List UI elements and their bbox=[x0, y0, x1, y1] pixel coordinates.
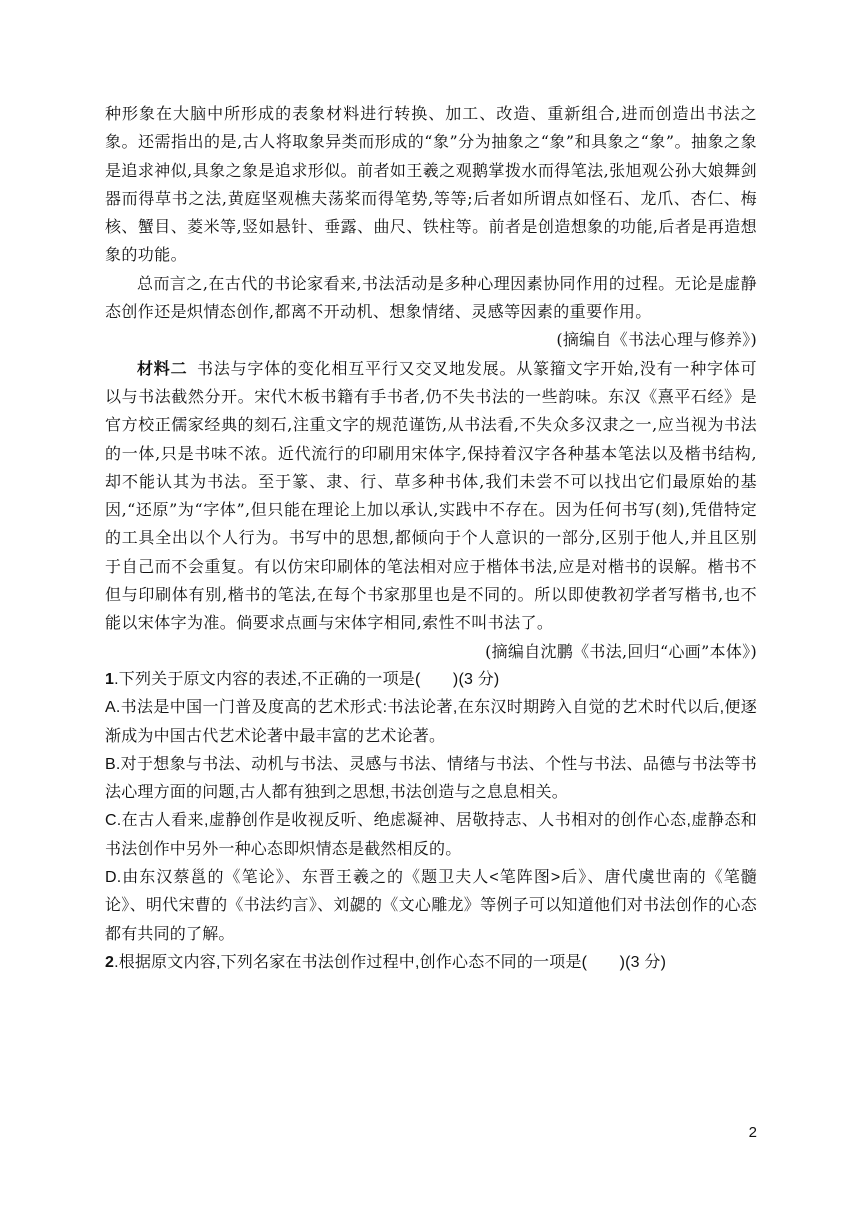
source-citation-1: (摘编自《书法心理与修养》) bbox=[556, 330, 757, 350]
question-1-option-b: B.对于想象与书法、动机与书法、灵感与书法、情绪与书法、个性与书法、品德与书法等书法心理方面的问题,古人都有独到之思想,书法创造与之息息相关。 bbox=[105, 755, 757, 802]
source-citation-2: (摘编自沈鹏《书法,回归“心画”本体》) bbox=[485, 641, 757, 661]
question-1-number: 1 bbox=[105, 670, 115, 688]
document-page bbox=[105, 100, 757, 977]
question-2-stem bbox=[105, 949, 757, 977]
page-number: 2 bbox=[748, 1124, 757, 1141]
question-1-option-c: C.在古人看来,虚静创作是收视反听、绝虑凝神、居敬持志、人书相对的创作心态,虚静态和书法创作中另外一种心态即炽情态是截然相反的。 bbox=[105, 812, 757, 858]
material-two-label: 材料二 bbox=[137, 358, 188, 378]
question-2-number: 2 bbox=[105, 953, 115, 971]
question-1-option-a: A.书法是中国一门普及度高的艺术形式:书法论著,在东汉时期跨入自觉的艺术时代以后,便逐渐成为中国古代艺术论著中最丰富的艺术论著。 bbox=[105, 699, 757, 745]
question-1-stem bbox=[105, 666, 757, 694]
material-two-text: 书法与字体的变化相互平行又交叉地发展。从篆籀文字开始,没有一种字体可以与书法截然分开。宋代木板书籍有手书者,仍不失书法的一些韵味。东汉《熹平石经》是官方校正儒家经典的刻石,注重文字的规范谨饬,从书法看,不失众多汉隶之一,应当视为书法的一体,只是书味不浓。近代流行的印刷用宋体字,保持着汉字各种基本笔法以及楷书结构,却不能认其为书法。至于篆、隶、行、草多种书体,我们未尝不可以找出它们最原始的基因,“还原”为“字体”,但只能在理论上加以承认,实践中不存在。因为任何书写(刻),凭借特定的工具全出以个人行为。书写中的思想,都倾向于个人意识的一部分,区别于他人,并且区别于自己而不会重复。有以仿宋印刷体的笔法相对应于楷体书法,应是对楷书的误解。楷书不但与印刷体有别,楷书的笔法,在每个书家那里也是不同的。所以即使教初学者写楷书,也不能以宋体字为准。倘要求点画与宋体字相同,索性不叫书法了。 bbox=[105, 358, 758, 633]
question-2-text: .根据原文内容,下列名家在书法创作过程中,创作心态不同的一项是( )(3 分) bbox=[114, 953, 667, 971]
question-1-option-d: D.由东汉蔡邕的《笔论》、东晋王羲之的《题卫夫人<笔阵图>后》、唐代虞世南的《笔髓论》、明代宋曹的《书法约言》、刘勰的《文心雕龙》等例子可以知道他们对书法创作的心态都有共同的了解。 bbox=[105, 869, 757, 943]
passage-paragraph-1: 种形象在大脑中所形成的表象材料进行转换、加工、改造、重新组合,进而创造出书法之象。还需指出的是,古人将取象异类而形成的“象”分为抽象之“象”和具象之“象”。抽象之象是追求神似,具象之象是追求形似。前者如王羲之观鹅掌拨水而得笔法,张旭观公孙大娘舞剑器而得草书之法,黄庭坚观樵夫荡桨而得笔势,等等;后者如所谓点如怪石、龙爪、杏仁、梅核、蟹目、菱米等,竖如悬针、垂露、曲尺、铁柱等。前者是创造想象的功能,后者是再造想象的功能。 bbox=[105, 104, 757, 265]
question-1-text: .下列关于原文内容的表述,不正确的一项是( )(3 分) bbox=[114, 670, 500, 688]
material-two-paragraph bbox=[105, 355, 757, 638]
passage-paragraph-2: 总而言之,在古代的书论家看来,书法活动是多种心理因素协同作用的过程。无论是虚静态创作还是炽情态创作,都离不开动机、想象情绪、灵感等因素的重要作用。 bbox=[105, 273, 757, 322]
